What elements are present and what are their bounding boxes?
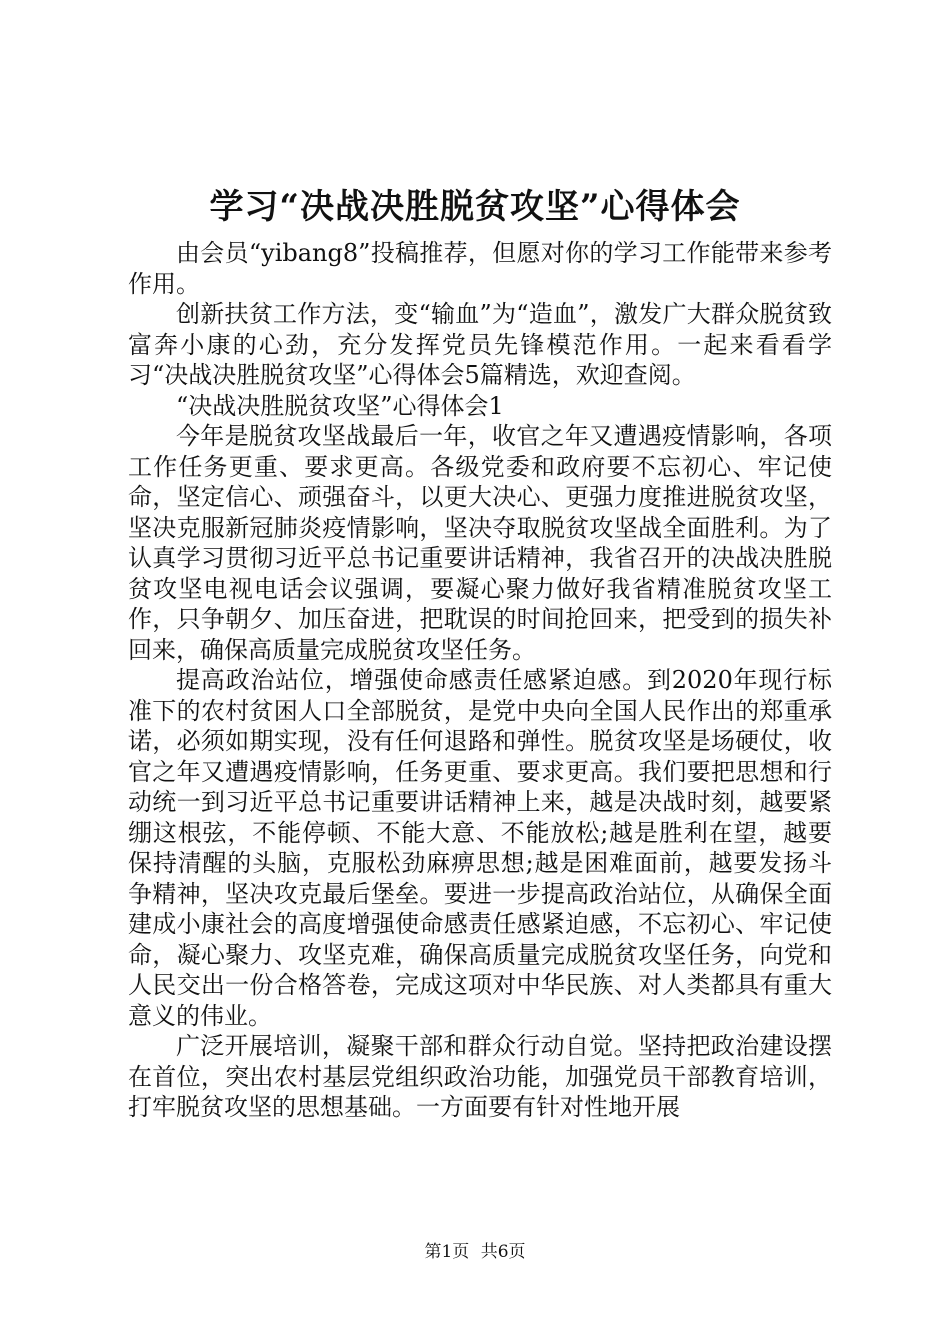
paragraph-body-1: 今年是脱贫攻坚战最后一年，收官之年又遭遇疫情影响，各项工作任务更重、要求更高。各级党委和政府要不忘初心、牢记使命，坚定信心、顽强奋斗，以更大决心、更强力度推进脱贫攻坚，坚决克服新冠肺炎疫情影响，坚决夺取脱贫攻坚战全面胜利。为了认真学习贯彻习近平总书记重要讲话精神，我省召开的决战决胜脱贫攻坚电视电话会议强调，要凝心聚力做好我省精准脱贫攻坚工作，只争朝夕、加压奋进，把耽误的时间抢回来，把受到的损失补回来，确保高质量完成脱贫攻坚任务。 xyxy=(128,422,832,664)
document-title: 学习“决战决胜脱贫攻坚”心得体会 xyxy=(209,187,741,227)
page-total: 共6页 xyxy=(480,1242,526,1262)
page-number: 第1页 xyxy=(424,1242,470,1262)
section-heading: “决战决胜脱贫攻坚”心得体会1 xyxy=(176,391,504,420)
paragraph-body-3: 广泛开展培训，凝聚干部和群众行动自觉。坚持把政治建设摆在首位，突出农村基层党组织政治功能，加强党员干部教育培训，打牢脱贫攻坚的思想基础。一方面要有针对性地开展 xyxy=(128,1032,832,1121)
document-body xyxy=(128,238,832,1123)
paragraph-summary: 创新扶贫工作方法，变“输血”为“造血”，激发广大群众脱贫致富奔小康的心劲，充分发挥党员先锋模范作用。一起来看看学习“决战决胜脱贫攻坚”心得体会5篇精选，欢迎查阅。 xyxy=(128,300,832,389)
paragraph-body-2: 提高政治站位，增强使命感责任感紧迫感。到2020年现行标准下的农村贫困人口全部脱贫，是党中央向全国人民作出的郑重承诺，必须如期实现，没有任何退路和弹性。脱贫攻坚是场硬仗，收官之年又遭遇疫情影响，任务更重、要求更高。我们要把思想和行动统一到习近平总书记重要讲话精神上来，越是决战时刻，越要紧绷这根弦，不能停顿、不能大意、不能放松;越是胜利在望，越要保持清醒的头脑，克服松劲麻痹思想;越是困难面前，越要发扬斗争精神，坚决攻克最后堡垒。要进一步提高政治站位，从确保全面建成小康社会的高度增强使命感责任感紧迫感，不忘初心、牢记使命，凝心聚力、攻坚克难，确保高质量完成脱贫攻坚任务，向党和人民交出一份合格答卷，完成这项对中华民族、对人类都具有重大意义的伟业。 xyxy=(128,666,832,1030)
page-footer xyxy=(0,1240,950,1264)
paragraph-intro: 由会员“yibang8”投稿推荐，但愿对你的学习工作能带来参考作用。 xyxy=(128,239,832,298)
